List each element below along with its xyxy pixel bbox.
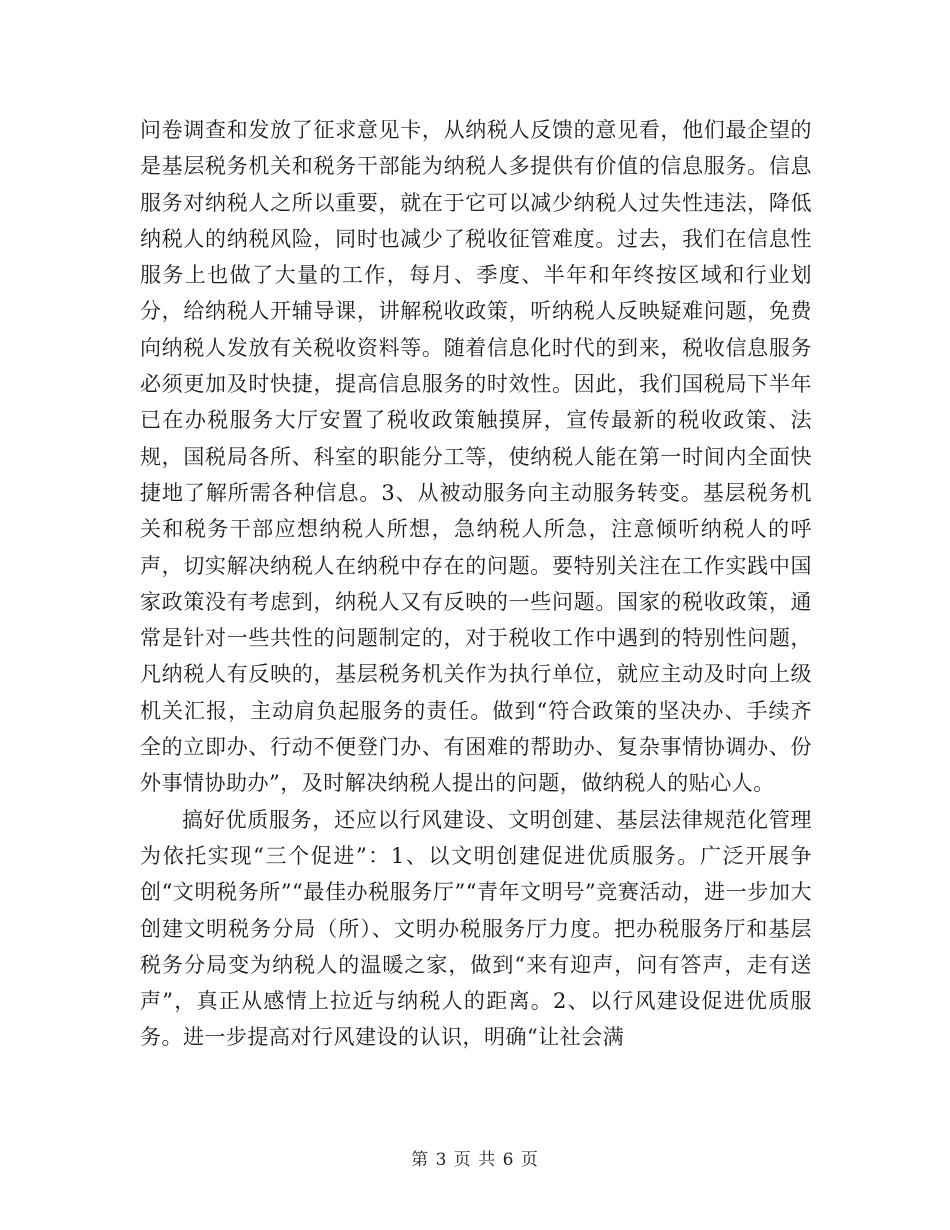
page-number-footer: 第 3 页 共 6 页: [411, 1150, 539, 1170]
paragraph-1: 问卷调查和发放了征求意见卡，从纳税人反馈的意见看，他们最企望的是基层税务机关和税务干部能为纳税人多提供有价值的信息服务。信息服务对纳税人之所以重要，就在于它可以减少纳税人过失性违法，降低纳税人的纳税风险，同时也减少了税收征管难度。过去，我们在信息性服务上也做了大量的工作，每月、季度、半年和年终按区域和行业划分，给纳税人开辅导课，讲解税收政策，听纳税人反映疑难问题，免费向纳税人发放有关税收资料等。随着信息化时代的到来，税收信息服务必须更加及时快捷，提高信息服务的时效性。因此，我们国税局下半年已在办税服务大厅安置了税收政策触摸屏，宣传最新的税收政策、法规，国税局各所、科室的职能分工等，使纳税人能在第一时间内全面快捷地了解所需各种信息。3、从被动服务向主动服务转变。基层税务机关和税务干部应想纳税人所想，急纳税人所急，注意倾听纳税人的呼声，切实解决纳税人在纳税中存在的问题。要特别关注在工作实践中国家政策没有考虑到，纳税人又有反映的一些问题。国家的税收政策，通常是针对一些共性的问题制定的，对于税收工作中遇到的特别性问题，凡纳税人有反映的，基层税务机关作为执行单位，就应主动及时向上级机关汇报，主动肩负起服务的责任。做到“符合政策的坚决办、手续齐全的立即办、行动不便登门办、有困难的帮助办、复杂事情协调办、份外事情协助办”，及时解决纳税人提出的问题，做纳税人的贴心人。: [140, 118, 812, 796]
paragraph-2: 搞好优质服务，还应以行风建设、文明创建、基层法律规范化管理为依托实现“三个促进”：1、以文明创建促进优质服务。广泛开展争创“文明税务所”“最佳办税服务厅”“青年文明号”竞赛活动，进一步加大创建文明税务分局（所）、文明办税服务厅力度。把办税服务厅和基层税务分局变为纳税人的温暖之家，做到“来有迎声，问有答声，走有送声”，真正从感情上拉近与纳税人的距离。2、以行风建设促进优质服务。进一步提高对行风建设的认识，明确“让社会满: [140, 807, 812, 1050]
document-body: [140, 112, 812, 1056]
